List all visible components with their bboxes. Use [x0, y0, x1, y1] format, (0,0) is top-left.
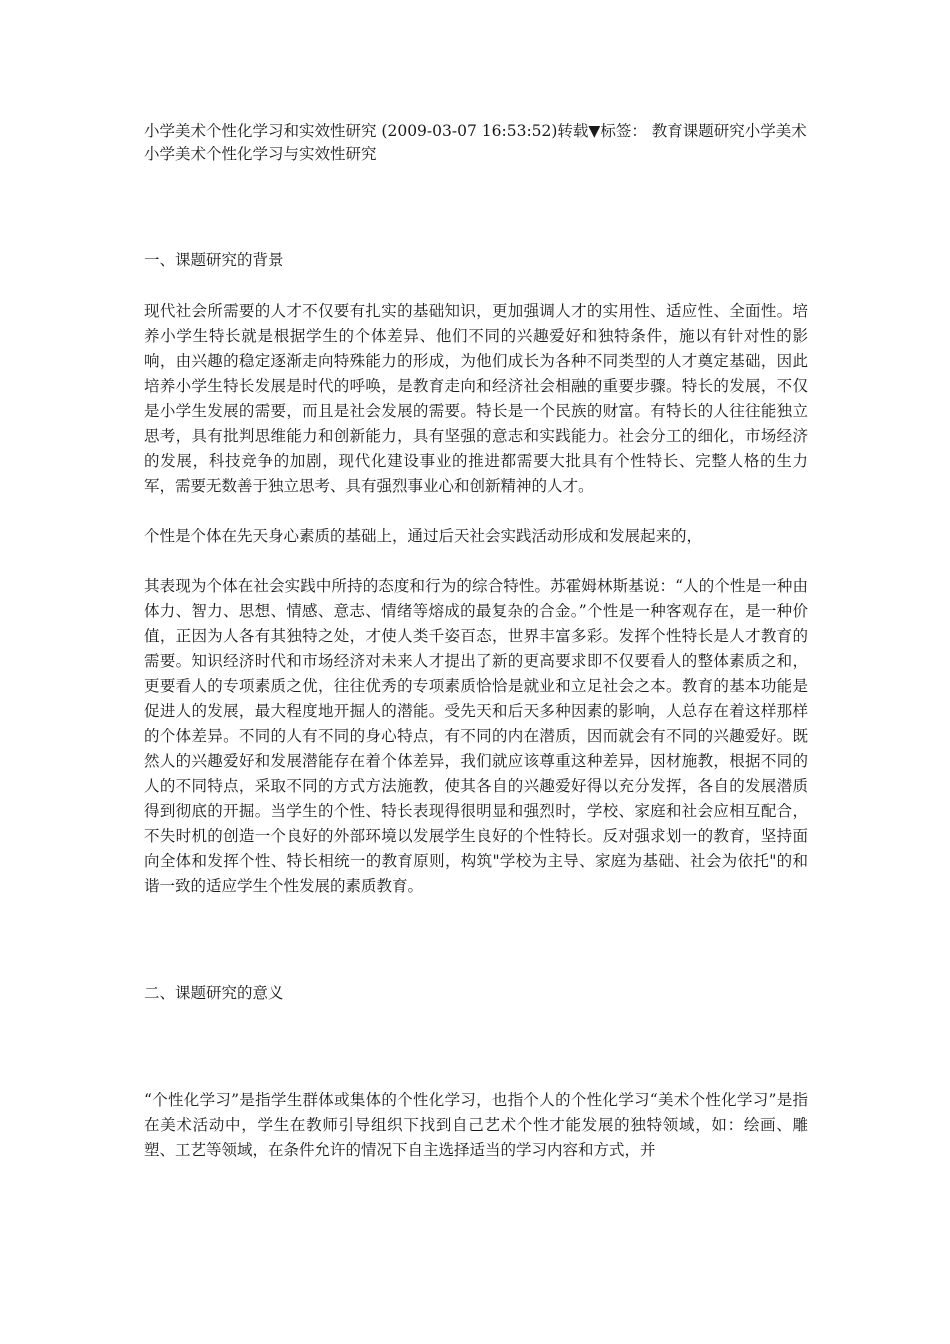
document-page: [144, 120, 808, 1163]
paragraph-significance-1: “个性化学习”是指学生群体或集体的个性化学习，也指个人的个性化学习“美术个性化学习”是指在美术活动中，学生在教师引导组织下找到自己艺术个性才能发展的独特领域，如：绘画、雕塑、工艺等领域，在条件允许的情况下自主选择适当的学习内容和方式，并: [144, 1091, 808, 1159]
document-subtitle: 小学美术个性化学习与实效性研究: [144, 145, 377, 163]
spacer: [144, 166, 808, 248]
section-heading-background: 一、课题研究的背景: [144, 251, 284, 269]
section-heading-significance: 二、课题研究的意义: [144, 984, 284, 1002]
paragraph-background-2: 个性是个体在先天身心素质的基础上，通过后天社会实践活动形成和发展起来的，: [144, 527, 703, 545]
document-title-line: 小学美术个性化学习和实效性研究 (2009-03-07 16:53:52)转载▼标签： 教育课题研究小学美术: [144, 122, 807, 140]
spacer: [144, 499, 808, 524]
spacer: [144, 899, 808, 981]
paragraph-background-1: 现代社会所需要的人才不仅要有扎实的基础知识，更加强调人才的实用性、适应性、全面性。培养小学生特长就是根据学生的个体差异、他们不同的兴趣爱好和独特条件，施以有针对性的影响，由兴趣的稳定逐渐走向特殊能力的形成，为他们成长为各种不同类型的人才奠定基础，因此培养小学生特长发展是时代的呼唤，是教育走向和经济社会相融的重要步骤。特长的发展，不仅是小学生发展的需要，而且是社会发展的需要。特长是一个民族的财富。有特长的人往往能独立思考，具有批判思维能力和创新能力，具有坚强的意志和实践能力。社会分工的细化，市场经济的发展，科技竞争的加剧，现代化建设事业的推进都需要大批具有个性特长、完整人格的生力军，需要无数善于独立思考、具有强烈事业心和创新精神的人才。: [144, 302, 808, 495]
spacer: [144, 549, 808, 574]
spacer: [144, 1006, 808, 1088]
spacer: [144, 273, 808, 299]
paragraph-background-3: 其表现为个体在社会实践中所持的态度和行为的综合特性。苏霍姆林斯基说：“人的个性是一种由体力、智力、思想、情感、意志、情绪等熔成的最复杂的合金。”个性是一种客观存在，是一种价值，正因为人各有其独特之处，才使人类千姿百态，世界丰富多彩。发挥个性特长是人才教育的需要。知识经济时代和市场经济对未来人才提出了新的更高要求即不仅要看人的整体素质之和，更要看人的专项素质之优，往往优秀的专项素质恰恰是就业和立足社会之本。教育的基本功能是促进人的发展，最大程度地开掘人的潜能。受先天和后天多种因素的影响，人总存在着这样那样的个体差异。不同的人有不同的身心特点，有不同的内在潜质，因而就会有不同的兴趣爱好。既然人的兴趣爱好和发展潜能存在着个体差异，我们就应该尊重这种差异，因材施教，根据不同的人的不同特点，采取不同的方式方法施教，使其各自的兴趣爱好得以充分发挥，各自的发展潜质得到彻底的开掘。当学生的个性、特长表现得很明显和强烈时，学校、家庭和社会应相互配合，不失时机的创造一个良好的外部环境以发展学生良好的个性特长。反对强求划一的教育，坚持面向全体和发挥个性、特长相统一的教育原则，构筑"学校为主导、家庭为基础、社会为依托"的和谐一致的适应学生个性发展的素质教育。: [144, 577, 808, 895]
